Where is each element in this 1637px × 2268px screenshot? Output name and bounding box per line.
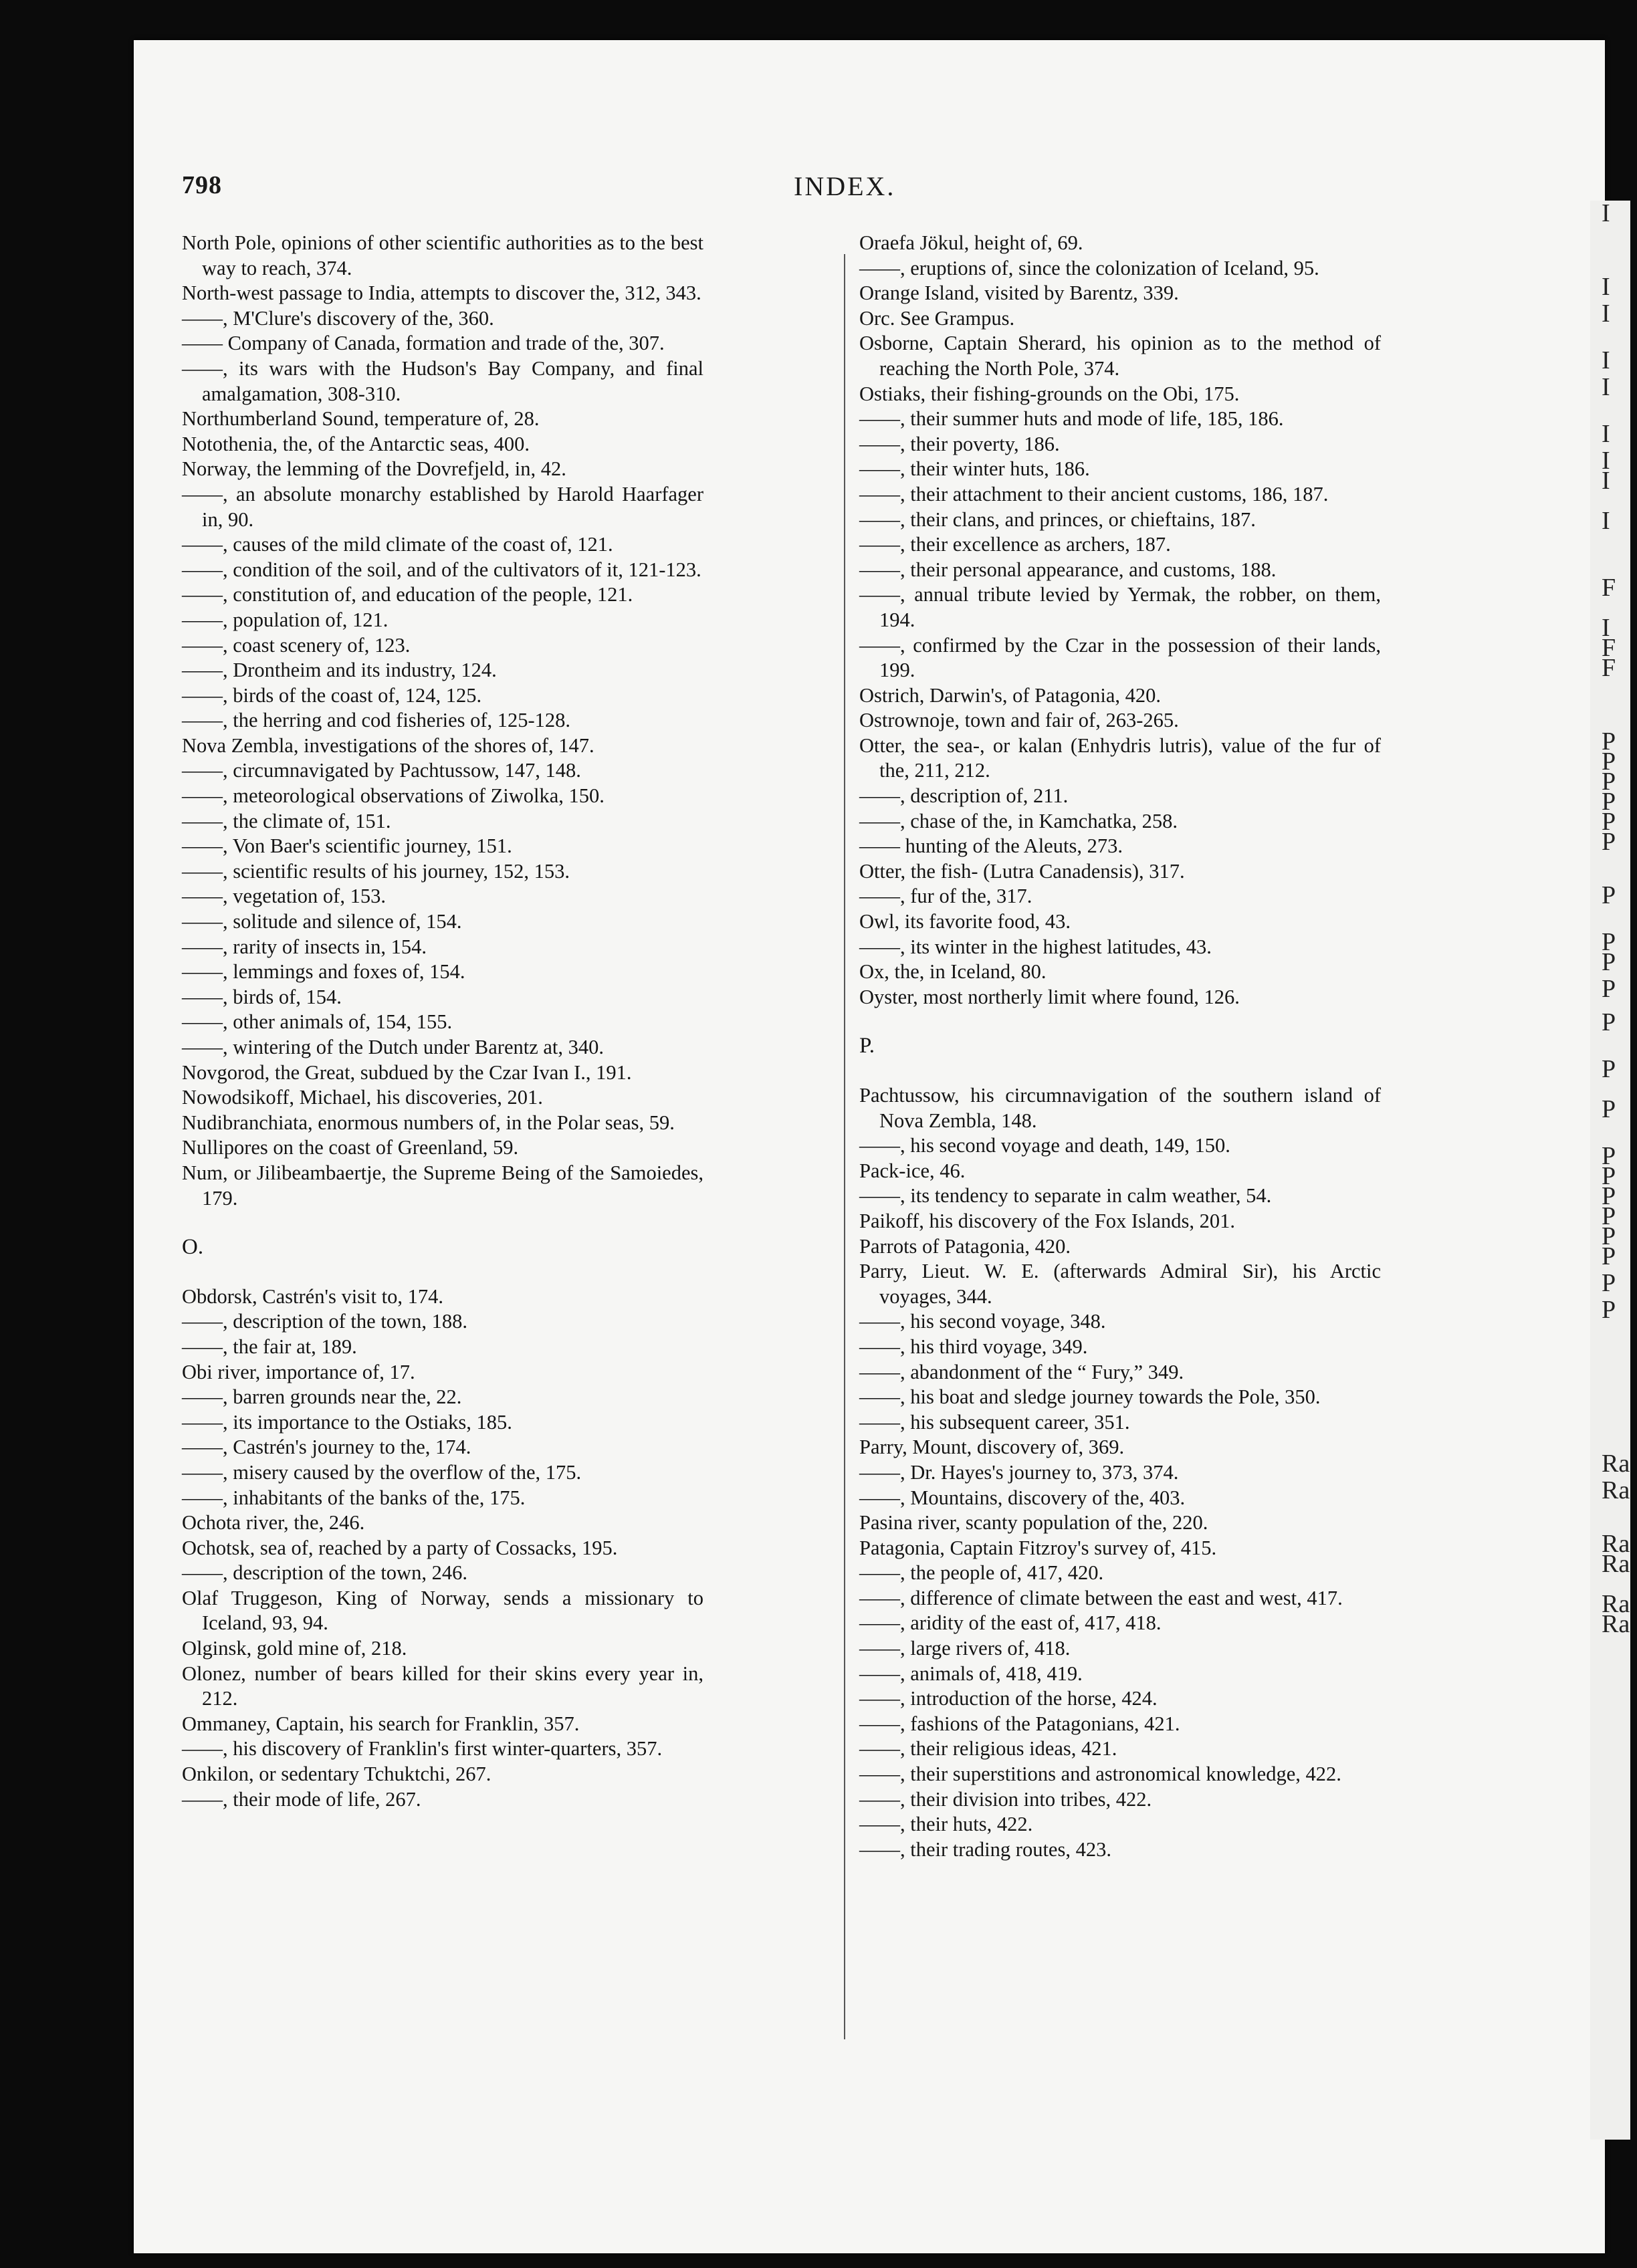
edge-fragment: I	[1602, 346, 1610, 374]
index-entry: Otter, the sea-, or kalan (Enhydris lutris), value of the fur of the, 211, 212.	[859, 733, 1381, 782]
index-entry: ——, Von Baer's scientific journey, 151.	[182, 834, 512, 858]
index-entry: North Pole, opinions of other scientific authorities as to the best way to reach, 374.	[182, 231, 703, 279]
index-section-n	[182, 231, 703, 1211]
edge-fragment: P	[1602, 828, 1616, 856]
edge-fragment: Ra	[1602, 1530, 1630, 1558]
index-entry: Orc. See Grampus.	[859, 306, 1015, 330]
index-entry: ——, causes of the mild climate of the coast of, 121.	[182, 533, 613, 556]
edge-fragment: Ra	[1602, 1610, 1630, 1638]
edge-fragment: I	[1602, 420, 1610, 448]
page-header	[182, 171, 1386, 211]
index-entry: ——, their religious ideas, 421.	[859, 1737, 1117, 1761]
edge-fragment: I	[1602, 273, 1610, 301]
edge-fragment: P	[1602, 975, 1616, 1003]
index-entry: ——, abandonment of the “ Fury,” 349.	[859, 1360, 1184, 1383]
edge-fragment: P	[1602, 788, 1616, 816]
index-entry: ——, his boat and sledge journey towards the Pole, 350.	[859, 1385, 1321, 1409]
index-entry: ——, his discovery of Franklin's first winter-quarters, 357.	[182, 1737, 663, 1761]
index-entry: ——, misery caused by the overflow of the, 175.	[182, 1460, 582, 1484]
index-entry: —— Company of Canada, formation and trade of the, 307.	[182, 332, 665, 355]
edge-fragment: F	[1602, 574, 1616, 602]
index-entry: ——, scientific results of his journey, 152, 153.	[182, 859, 570, 883]
index-entry: ——, their winter huts, 186.	[859, 457, 1090, 481]
edge-fragment: I	[1602, 467, 1610, 495]
index-entry: Otter, the fish- (Lutra Canadensis), 317.	[859, 859, 1185, 883]
index-entry: ——, M'Clure's discovery of the, 360.	[182, 306, 494, 330]
index-entry: Notothenia, the, of the Antarctic seas, 400.	[182, 432, 530, 455]
edge-fragment: F	[1602, 634, 1616, 662]
edge-fragment: P	[1602, 1242, 1616, 1270]
edge-fragment: Ra	[1602, 1550, 1630, 1578]
index-entry: Oraefa Jökul, height of, 69.	[859, 231, 1083, 254]
index-entry: Nowodsikoff, Michael, his discoveries, 201.	[182, 1086, 543, 1109]
index-column-right	[859, 231, 1381, 1862]
edge-fragment: I	[1602, 199, 1610, 227]
index-entry: ——, fashions of the Patagonians, 421.	[859, 1712, 1180, 1735]
edge-fragment: P	[1602, 1296, 1616, 1324]
index-entry: —— hunting of the Aleuts, 273.	[859, 834, 1123, 858]
index-entry: Pack-ice, 46.	[859, 1159, 966, 1182]
index-entry: Ostiaks, their fishing-grounds on the Obi, 175.	[859, 382, 1240, 405]
edge-fragment: P	[1602, 928, 1616, 956]
index-entry: ——, confirmed by the Czar in the possession of their lands, 199.	[859, 633, 1381, 682]
index-entry: Orange Island, visited by Barentz, 339.	[859, 281, 1179, 305]
index-entry: ——, its wars with the Hudson's Bay Company, and final amalgamation, 308-310.	[182, 356, 703, 405]
edge-fragment: Ra	[1602, 1590, 1630, 1618]
index-entry: ——, other animals of, 154, 155.	[182, 1010, 453, 1034]
index-entry: ——, its importance to the Ostiaks, 185.	[182, 1410, 512, 1434]
index-entry: Onkilon, or sedentary Tchuktchi, 267.	[182, 1763, 492, 1786]
index-entry: Patagonia, Captain Fitzroy's survey of, 415.	[859, 1536, 1217, 1559]
index-entry: ——, their personal appearance, and customs, 188.	[859, 558, 1277, 581]
index-entry: ——, introduction of the horse, 424.	[859, 1687, 1158, 1710]
index-entry: Novgorod, the Great, subdued by the Czar Ivan I., 191.	[182, 1060, 632, 1084]
edge-fragment: P	[1602, 727, 1616, 756]
index-entry: Ox, the, in Iceland, 80.	[859, 960, 1047, 984]
index-entry: ——, circumnavigated by Pachtussow, 147, 148.	[182, 759, 581, 782]
index-entry: ——, Dr. Hayes's journey to, 373, 374.	[859, 1460, 1179, 1484]
index-entry: ——, their poverty, 186.	[859, 432, 1060, 455]
section-letter-o: O.	[182, 1235, 204, 1260]
page-number: 798	[182, 171, 222, 199]
index-entry: ——, their clans, and princes, or chieftains, 187.	[859, 507, 1256, 531]
index-entry: ——, wintering of the Dutch under Barentz at, 340.	[182, 1036, 605, 1058]
index-section-p	[859, 1083, 1381, 1862]
index-entry: ——, lemmings and foxes of, 154.	[182, 960, 465, 984]
index-section-o-cont	[859, 231, 1381, 1010]
index-entry: Oyster, most northerly limit where found, 126.	[859, 985, 1240, 1008]
edge-fragment: I	[1602, 447, 1610, 475]
index-entry: ——, solitude and silence of, 154.	[182, 910, 462, 933]
edge-fragment: Ra	[1602, 1450, 1630, 1478]
index-entry: ——, constitution of, and education of the people, 121.	[182, 583, 633, 606]
index-entry: ——, Mountains, discovery of the, 403.	[859, 1486, 1186, 1509]
index-entry: Ochota river, the, 246.	[182, 1511, 365, 1535]
index-entry: ——, description of the town, 188.	[182, 1310, 467, 1333]
index-entry: ——, an absolute monarchy established by Harold Haarfager in, 90.	[182, 482, 703, 531]
index-entry: ——, its tendency to separate in calm weather, 54.	[859, 1184, 1272, 1208]
index-entry: ——, Drontheim and its industry, 124.	[182, 659, 497, 682]
edge-fragment: P	[1602, 768, 1616, 796]
index-entry: ——, the climate of, 151.	[182, 809, 391, 832]
index-entry: ——, their huts, 422.	[859, 1813, 1033, 1836]
index-entry: ——, condition of the soil, and of the cultivators of it, 121-123.	[182, 558, 701, 581]
index-entry: ——, barren grounds near the, 22.	[182, 1385, 462, 1409]
edge-fragment: P	[1602, 808, 1616, 836]
edge-fragment: P	[1602, 1222, 1616, 1250]
section-letter-p: P.	[859, 1034, 875, 1058]
edge-fragment: P	[1602, 1269, 1616, 1297]
edge-fragment: P	[1602, 881, 1616, 909]
index-entry: Obi river, importance of, 17.	[182, 1360, 415, 1383]
index-entry: ——, inhabitants of the banks of the, 175.	[182, 1486, 526, 1509]
index-entry: Olginsk, gold mine of, 218.	[182, 1637, 407, 1660]
index-entry: Nova Zembla, investigations of the shores of, 147.	[182, 733, 594, 757]
index-entry: Parry, Lieut. W. E. (afterwards Admiral Sir), his Arctic voyages, 344.	[859, 1260, 1381, 1308]
index-entry: ——, animals of, 418, 419.	[859, 1662, 1083, 1685]
index-entry: Olonez, number of bears killed for their skins every year in, 212.	[182, 1662, 703, 1710]
index-entry: ——, birds of the coast of, 124, 125.	[182, 683, 482, 707]
index-entry: ——, fur of the, 317.	[859, 885, 1032, 908]
index-entry: ——, the herring and cod fisheries of, 125-128.	[182, 709, 571, 732]
index-entry: ——, the people of, 417, 420.	[859, 1561, 1104, 1585]
index-entry: Ostrownoje, town and fair of, 263-265.	[859, 709, 1179, 732]
edge-fragment: P	[1602, 748, 1616, 776]
index-entry: ——, description of, 211.	[859, 784, 1069, 808]
index-entry: ——, large rivers of, 418.	[859, 1637, 1071, 1660]
edge-fragment: P	[1602, 1095, 1616, 1123]
index-entry: ——, their mode of life, 267.	[182, 1787, 421, 1811]
edge-fragment: I	[1602, 614, 1610, 642]
edge-fragment: I	[1602, 373, 1610, 401]
index-entry: Parry, Mount, discovery of, 369.	[859, 1436, 1125, 1459]
index-entry: Parrots of Patagonia, 420.	[859, 1234, 1071, 1258]
edge-fragment: P	[1602, 1055, 1616, 1083]
index-entry: ——, coast scenery of, 123.	[182, 633, 411, 657]
index-entry: ——, their trading routes, 423.	[859, 1837, 1111, 1861]
edge-fragment: P	[1602, 1162, 1616, 1190]
index-entry: ——, their superstitions and astronomical knowledge, 422.	[859, 1763, 1341, 1786]
column-divider	[844, 254, 845, 2039]
index-entry: Nullipores on the coast of Greenland, 59.	[182, 1136, 519, 1159]
index-entry: ——, their division into tribes, 422.	[859, 1787, 1152, 1811]
index-entry: Pasina river, scanty population of the, 220.	[859, 1511, 1208, 1535]
index-entry: ——, population of, 121.	[182, 608, 389, 631]
index-entry: ——, rarity of insects in, 154.	[182, 935, 427, 958]
edge-fragment: I	[1602, 300, 1610, 328]
index-entry: ——, Castrén's journey to the, 174.	[182, 1436, 471, 1459]
index-entry: Ochotsk, sea of, reached by a party of Cossacks, 195.	[182, 1536, 618, 1559]
index-entry: ——, their attachment to their ancient customs, 186, 187.	[859, 482, 1329, 505]
edge-fragment: I	[1602, 507, 1610, 535]
index-entry: ——, annual tribute levied by Yermak, the robber, on them, 194.	[859, 583, 1381, 631]
index-entry: ——, aridity of the east of, 417, 418.	[859, 1611, 1162, 1635]
index-entry: Paikoff, his discovery of the Fox Islands, 201.	[859, 1209, 1235, 1232]
edge-fragment: P	[1602, 1202, 1616, 1230]
index-entry: ——, meteorological observations of Ziwolka, 150.	[182, 784, 605, 808]
index-entry: ——, its winter in the highest latitudes, 43.	[859, 935, 1212, 958]
index-entry: Obdorsk, Castrén's visit to, 174.	[182, 1284, 443, 1308]
edge-fragment: F	[1602, 654, 1616, 682]
index-entry: ——, difference of climate between the east and west, 417.	[859, 1586, 1343, 1609]
index-entry: Ommaney, Captain, his search for Franklin, 357.	[182, 1712, 580, 1735]
index-entry: ——, their excellence as archers, 187.	[859, 533, 1171, 556]
index-entry: ——, chase of the, in Kamchatka, 258.	[859, 809, 1178, 832]
index-entry: ——, birds of, 154.	[182, 985, 342, 1008]
edge-fragment: P	[1602, 1182, 1616, 1210]
index-section-o	[182, 1284, 703, 1812]
index-entry: Owl, its favorite food, 43.	[859, 910, 1071, 933]
index-entry: ——, their summer huts and mode of life, 185, 186.	[859, 407, 1284, 431]
index-entry: Osborne, Captain Sherard, his opinion as to the method of reaching the North Pole, 374.	[859, 332, 1381, 380]
page-title: INDEX.	[794, 171, 896, 201]
index-entry: Norway, the lemming of the Dovrefjeld, in, 42.	[182, 457, 566, 481]
index-entry: Pachtussow, his circumnavigation of the southern island of Nova Zembla, 148.	[859, 1084, 1381, 1132]
index-entry: ——, his second voyage, 348.	[859, 1310, 1106, 1333]
index-column-left	[182, 231, 703, 1812]
edge-fragment: P	[1602, 1008, 1616, 1036]
index-entry: North-west passage to India, attempts to discover the, 312, 343.	[182, 281, 701, 305]
index-entry: Num, or Jilibeambaertje, the Supreme Being of the Samoiedes, 179.	[182, 1161, 703, 1210]
index-entry: Ostrich, Darwin's, of Patagonia, 420.	[859, 683, 1162, 707]
index-entry: ——, eruptions of, since the colonization of Iceland, 95.	[859, 256, 1319, 279]
index-entry: ——, the fair at, 189.	[182, 1335, 357, 1358]
edge-fragment: P	[1602, 948, 1616, 976]
index-entry: Northumberland Sound, temperature of, 28.	[182, 407, 540, 431]
edge-fragment: P	[1602, 1142, 1616, 1170]
index-entry: ——, description of the town, 246.	[182, 1561, 467, 1585]
index-entry: Olaf Truggeson, King of Norway, sends a missionary to Iceland, 93, 94.	[182, 1586, 703, 1635]
index-entry: ——, his third voyage, 349.	[859, 1335, 1088, 1358]
index-entry: ——, vegetation of, 153.	[182, 885, 386, 908]
edge-fragment: Ra	[1602, 1476, 1630, 1504]
index-entry: Nudibranchiata, enormous numbers of, in the Polar seas, 59.	[182, 1111, 675, 1134]
index-entry: ——, his subsequent career, 351.	[859, 1410, 1130, 1434]
index-entry: ——, his second voyage and death, 149, 150.	[859, 1134, 1230, 1157]
